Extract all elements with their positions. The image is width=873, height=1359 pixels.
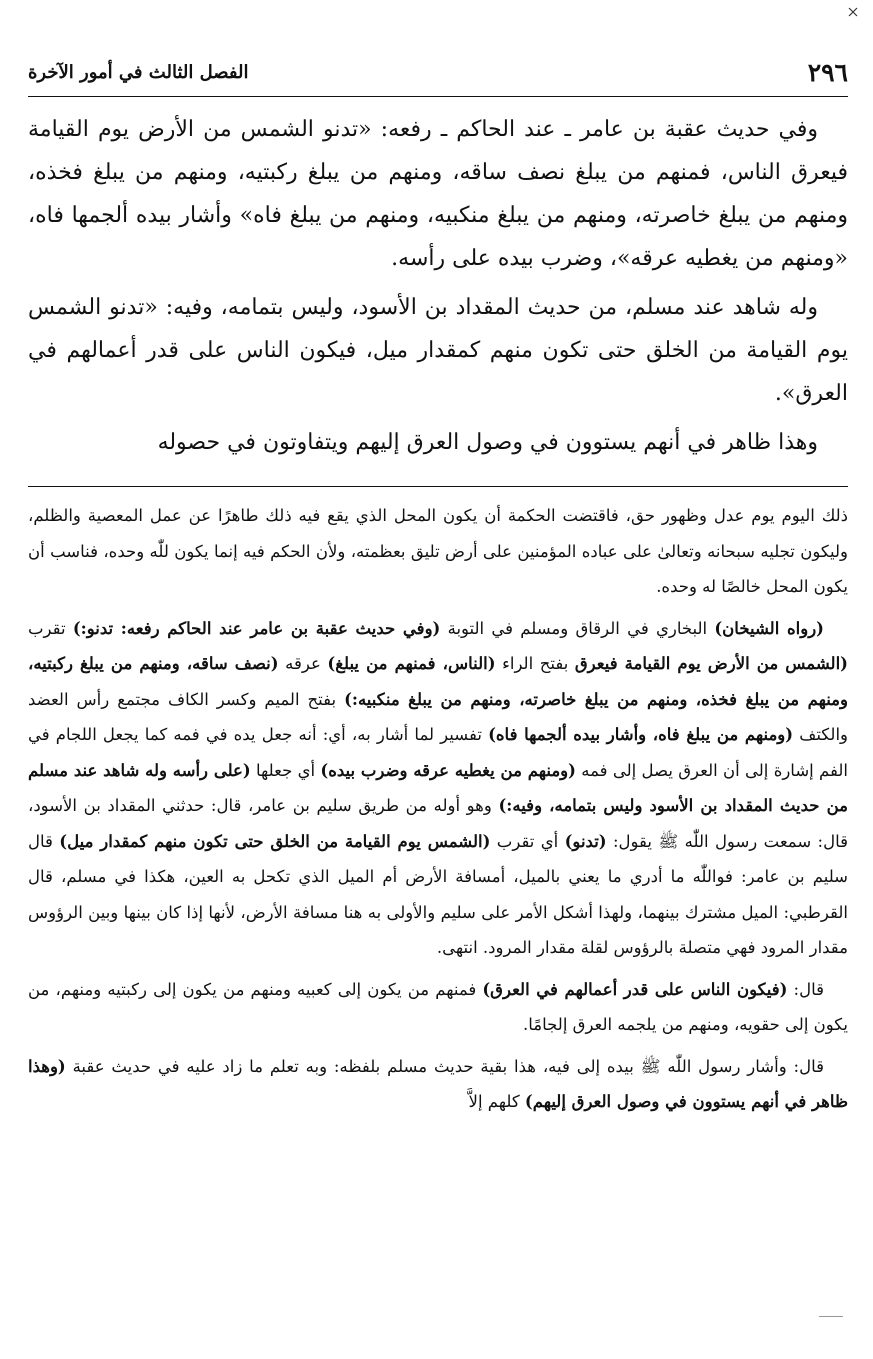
commentary-text: البخاري في الرقاق ومسلم في التوبة	[440, 618, 715, 638]
commentary-paragraph	[28, 611, 848, 966]
quoted-text: (الشمس من الأرض يوم القيامة فيعرق	[574, 654, 848, 673]
commentary	[28, 498, 848, 1126]
quoted-text: (على رأسه وله شاهد عند مسلم من حديث المقداد بن الأسود وليس بتمامه، وفيه:)	[28, 760, 848, 815]
commentary-paragraph	[28, 972, 848, 1043]
commentary-text: عرقه	[278, 654, 328, 673]
quoted-text: (الناس، فمنهم من يبلغ)	[327, 654, 496, 673]
quoted-text: (تدنو)	[564, 831, 607, 851]
header-rule	[28, 96, 848, 97]
main-paragraph: وهذا ظاهر في أنهم يستوون في وصول العرق إليهم ويتفاوتون في حصوله	[157, 430, 818, 455]
commentary-text: أي جعلها	[250, 760, 321, 780]
quoted-text: (وفي حديث عقبة بن عامر عند الحاكم رفعه: تدنو:)	[72, 618, 441, 638]
footnote-divider	[28, 486, 848, 487]
scan-mark	[819, 1316, 843, 1317]
commentary-paragraph: ذلك اليوم يوم عدل وظهور حق، فاقتضت الحكمة أن يكون المحل الذي يقع فيه ذلك طاهرًا عن عمل المعصية والظلم، وليكون تجليه سبحانه وتعالىٰ على عباده المؤمنين على أرض تليق بعظمته، ولأن الحكم فيه إنما يكون للّٰه وحده، فناسب أن يكون المحل خالصًا له وحده.	[28, 506, 848, 596]
commentary-text: قال:	[787, 979, 824, 999]
commentary-text: قال: وأشار رسول اللّٰه ﷺ بيده إلى فيه، هذا بقية حديث مسلم بلفظه: وبه تعلم ما زاد عليه في حديث عقبة	[65, 1056, 824, 1076]
commentary-text: تفسير لما أشار به، أي: أنه جعل يده في فمه كما يجعل اللجام في الفم إشارة إلى أن العرق يصل إلى فمه	[28, 725, 848, 780]
page-number: ٢٩٦	[807, 57, 848, 87]
commentary-text: بفتح الراء	[495, 654, 575, 673]
commentary-text: قال سليم بن عامر: فواللّٰه ما أدري ما يعني بالميل، أمسافة الأرض أم الميل الذي تكحل به العين، هكذا في مسلم، قال القرطبي: الميل مشترك بينهما، ولهذا أشكل الأمر على سليم والأولى به هنا مسافة الأرض، لأنها إذا كان بينها وبين الرؤوس مقدار المرود فهي متصلة بالرؤوس لقلة مقدار المرود. انتهى.	[28, 831, 848, 957]
main-text	[28, 108, 848, 470]
quoted-text: (فيكون الناس على قدر أعمالهم في العرق)	[482, 979, 788, 999]
commentary-text: بفتح الميم وكسر الكاف مجتمع رأس العضد والكتف	[28, 689, 848, 744]
main-paragraph: وله شاهد عند مسلم، من حديث المقداد بن الأسود، وليس بتمامه، وفيه: «تدنو الشمس يوم القيامة من الخلق حتى تكون منهم كمقدار ميل، فيكون الناس على قدر أعمالهم في العرق».	[28, 295, 848, 406]
commentary-paragraph	[28, 1049, 848, 1120]
scan-mark-icon	[847, 6, 859, 18]
commentary-text: تقرب	[28, 618, 73, 638]
page-header	[28, 52, 848, 92]
main-paragraph: وفي حديث عقبة بن عامر ـ عند الحاكم ـ رفعه: «تدنو الشمس من الأرض يوم القيامة فيعرق الناس، فمنهم من يبلغ نصف ساقه، ومنهم من يبلغ ركبتيه، ومنهم من يبلغ فخذه، ومنهم من يبلغ خاصرته، ومنهم من يبلغ منكبيه، ومنهم من يبلغ فاه» وأشار بيده ألجمها فاه، «ومنهم من يغطيه عرقه»، وضرب بيده على رأسه.	[28, 117, 848, 271]
commentary-text: فمنهم من يكون إلى كعبيه ومنهم من يكون إلى ركبتيه ومنهم، من يكون إلى حقويه، ومنهم من يلجمه العرق إلجامًا.	[28, 979, 848, 1034]
commentary-text: أي تقرب	[490, 831, 565, 851]
quoted-text: (وهذا ظاهر في أنهم يستوون في وصول العرق إليهم)	[28, 1056, 848, 1111]
quoted-text: (رواه الشيخان)	[714, 618, 824, 638]
quoted-text: (ومنهم من يبلغ فاه، وأشار بيده ألجمها فاه)	[488, 725, 794, 744]
quoted-text: (نصف ساقه، ومنهم من يبلغ ركبتيه، ومنهم من يبلغ فخذه، ومنهم من يبلغ خاصرته، ومنهم من يبلغ منكبيه:)	[28, 654, 848, 709]
running-title: الفصل الثالث في أمور الآخرة	[28, 61, 249, 83]
commentary-text: كلهم إلاَّ	[468, 1092, 525, 1111]
commentary-text: وهو أوله من طريق سليم بن عامر، قال: حدثني المقداد بن الأسود، قال: سمعت رسول اللّٰه ﷺ يقول:	[28, 796, 848, 851]
quoted-text: (الشمس يوم القيامة من الخلق حتى تكون منهم كمقدار ميل)	[59, 831, 491, 851]
quoted-text: (ومنهم من يغطيه عرقه وضرب بيده)	[320, 760, 576, 780]
